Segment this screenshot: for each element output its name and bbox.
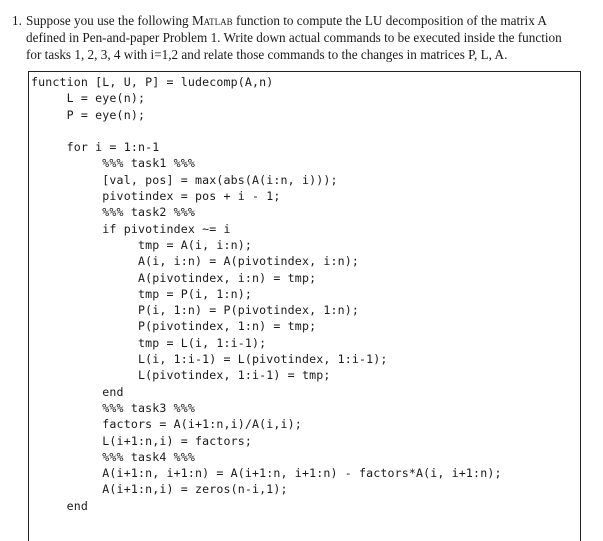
problem-line-3: for tasks 1, 2, 3, 4 with i=1,2 and relate those commands to the changes in matrices P, L, A. bbox=[26, 47, 508, 62]
code-line: %%% task3 %%% bbox=[31, 400, 195, 415]
code-line: A(i+1:n, i+1:n) = A(i+1:n, i+1:n) - factors*A(i, i+1:n); bbox=[31, 466, 502, 481]
code-line: for i = 1:n-1 bbox=[31, 140, 160, 155]
problem-text bbox=[26, 12, 596, 63]
code-line: L = eye(n); bbox=[31, 91, 146, 106]
problem-line-1-start: Suppose you use the following bbox=[26, 13, 192, 28]
code-line: P(i, 1:n) = P(pivotindex, 1:n); bbox=[31, 303, 359, 318]
matlab-code bbox=[31, 74, 502, 514]
code-line: if pivotindex ~= i bbox=[31, 221, 231, 236]
code-line: P(pivotindex, 1:n) = tmp; bbox=[31, 319, 317, 334]
code-line: L(i+1:n,i) = factors; bbox=[31, 433, 253, 448]
code-line: %%% task1 %%% bbox=[31, 156, 195, 171]
code-line: pivotindex = pos + i - 1; bbox=[31, 189, 281, 204]
code-line: end bbox=[31, 384, 124, 399]
code-line: L(pivotindex, 1:i-1) = tmp; bbox=[31, 368, 331, 383]
problem-line-1 bbox=[26, 12, 596, 29]
code-line: [val, pos] = max(abs(A(i:n, i))); bbox=[31, 172, 338, 187]
problem-number: 1. bbox=[12, 13, 22, 28]
problem-line-2: defined in Pen-and-paper Problem 1. Write down actual commands to be executed inside the function bbox=[26, 30, 562, 45]
code-line: %%% task4 %%% bbox=[31, 449, 195, 464]
code-line: tmp = P(i, 1:n); bbox=[31, 286, 253, 301]
code-line: tmp = L(i, 1:i-1); bbox=[31, 335, 267, 350]
matlab-brand: Matlab bbox=[191, 13, 233, 28]
code-line: A(i, i:n) = A(pivotindex, i:n); bbox=[31, 254, 359, 269]
problem-line-1-end: function to compute the LU decomposition of the matrix A bbox=[232, 13, 547, 28]
code-line: A(pivotindex, i:n) = tmp; bbox=[31, 270, 317, 285]
code-line: function [L, U, P] = ludecomp(A,n) bbox=[31, 75, 274, 89]
code-line: A(i+1:n,i) = zeros(n-i,1); bbox=[31, 482, 288, 497]
code-line bbox=[31, 123, 502, 139]
code-line: factors = A(i+1:n,i)/A(i,i); bbox=[31, 417, 302, 432]
code-line: end bbox=[31, 498, 89, 513]
code-line: L(i, 1:i-1) = L(pivotindex, 1:i-1); bbox=[31, 352, 388, 367]
code-line: P = eye(n); bbox=[31, 107, 146, 122]
code-line: %%% task2 %%% bbox=[31, 205, 195, 220]
code-line: tmp = A(i, i:n); bbox=[31, 237, 253, 252]
code-listing-box bbox=[28, 71, 581, 541]
